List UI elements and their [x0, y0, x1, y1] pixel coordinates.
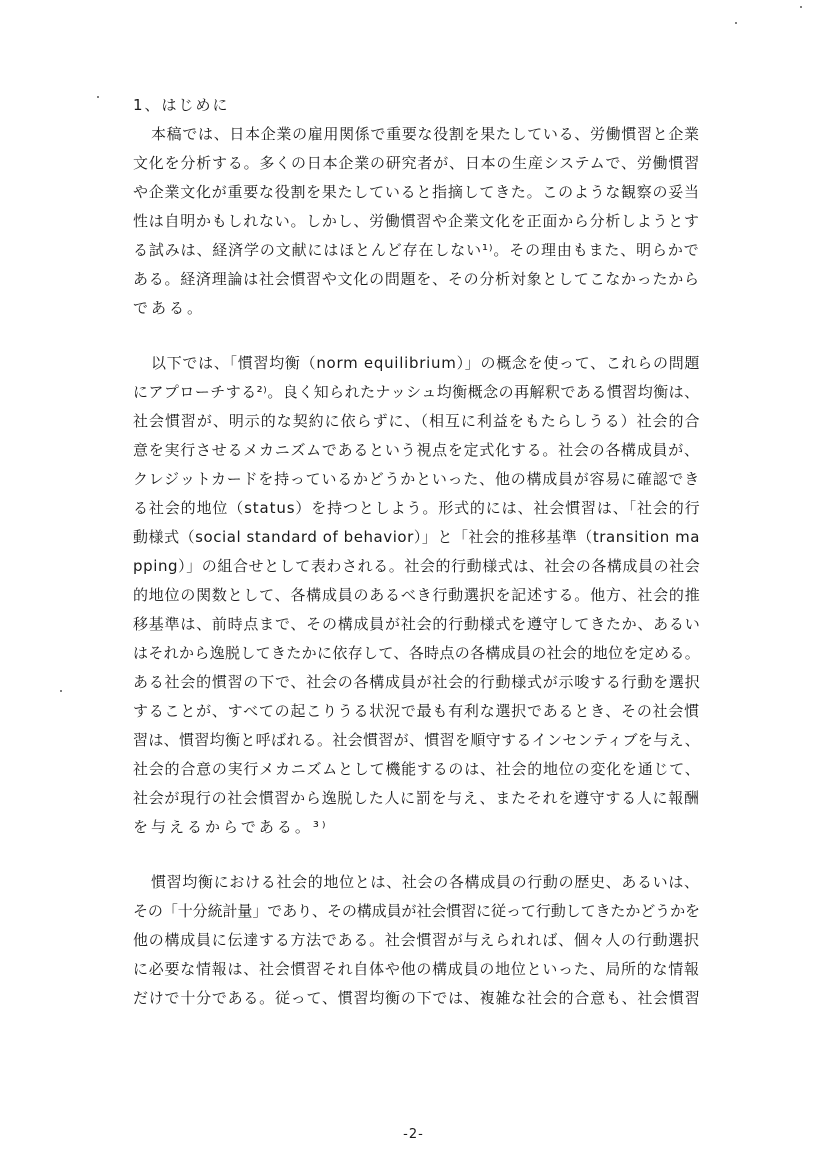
- text-line: 慣習均衡における社会的地位とは、社会の各構成員の行動の歴史、あるいは、: [151, 873, 700, 891]
- text-line: だけで十分である。従って、慣習均衡の下では、複雑な社会的合意も、社会慣習: [133, 989, 701, 1007]
- text-line: 性は自明かもしれない。しかし、労働慣習や企業文化を正面から分析しようとす: [133, 212, 700, 230]
- text-line: その「十分統計量」であり、その構成員が社会慣習に従って行動してきたかどうかを: [133, 902, 700, 920]
- text-line: や企業文化が重要な役割を果たしていると指摘してきた。このような観察の妥当: [133, 183, 700, 201]
- text-line: る社会的地位（status）を持つとしよう。形式的には、社会慣習は、「社会的行: [133, 499, 701, 517]
- text-line: 動様式（social standard of behavior）」と「社会的推移基準（transition ma: [133, 528, 700, 546]
- text-line: 文化を分析する。多くの日本企業の研究者が、日本の生産システムで、労働慣習: [133, 154, 701, 172]
- scan-speck: [800, 6, 802, 8]
- text-line: 的地位の関数として、各構成員のあるべき行動選択を記述する。他方、社会的推: [133, 586, 701, 604]
- text-line: ある。経済理論は社会慣習や文化の問題を、その分析対象としてこなかったから: [133, 270, 700, 288]
- text-line: を与えるからである。³⁾: [133, 818, 329, 836]
- text-line: はそれから逸脱してきたかに依存して、各時点の各構成員の社会的地位を定める。: [133, 644, 701, 662]
- text-line: に必要な情報は、社会慣習それ自体や他の構成員の地位といった、局所的な情報: [133, 960, 700, 978]
- text-line: することが、すべての起こりうる状況で最も有利な選択であるとき、その社会慣: [133, 702, 700, 720]
- text-line: 他の構成員に伝達する方法である。社会慣習が与えられれば、個々人の行動選択: [133, 931, 700, 949]
- section-heading: 1、はじめに: [133, 96, 230, 114]
- text-line: にアプローチする²⁾。良く知られたナッシュ均衡概念の再解釈である慣習均衡は、: [133, 383, 700, 401]
- text-line: 本稿では、日本企業の雇用関係で重要な役割を果たしている、労働慣習と企業: [151, 125, 700, 143]
- scan-speck: [97, 96, 99, 98]
- text-line: である。: [133, 299, 206, 317]
- text-line: pping）」の組合せとして表わされる。社会的行動様式は、社会の各構成員の社会: [133, 557, 701, 575]
- text-line: 社会が現行の社会慣習から逸脱した人に罰を与え、またそれを遵守する人に報酬: [133, 789, 700, 807]
- scan-speck: [735, 22, 737, 24]
- text-line: 社会的合意の実行メカニズムとして機能するのは、社会的地位の変化を通じて、: [133, 760, 701, 778]
- text-line: 習は、慣習均衡と呼ばれる。社会慣習が、慣習を順守するインセンティブを与え、: [133, 731, 701, 749]
- text-line: ある社会的慣習の下で、社会の各構成員が社会的行動様式が示唆する行動を選択: [133, 673, 701, 691]
- scan-speck: [60, 690, 62, 692]
- text-line: る試みは、経済学の文献にはほとんど存在しない¹⁾。その理由もまた、明らかで: [133, 241, 700, 259]
- page-number: -2-: [403, 1127, 424, 1142]
- text-line: 以下では、「慣習均衡（norm equilibrium）」の概念を使って、これらの問題: [151, 354, 701, 372]
- text-line: 社会慣習が、明示的な契約に依らずに、（相互に利益をもたらしうる）社会的合: [133, 412, 701, 430]
- text-line: 移基準は、前時点まで、その構成員が社会的行動様式を遵守してきたか、あるい: [133, 615, 701, 633]
- text-line: クレジットカードを持っているかどうかといった、他の構成員が容易に確認でき: [133, 470, 700, 488]
- text-line: 意を実行させるメカニズムであるという視点を定式化する。社会の各構成員が、: [133, 441, 700, 459]
